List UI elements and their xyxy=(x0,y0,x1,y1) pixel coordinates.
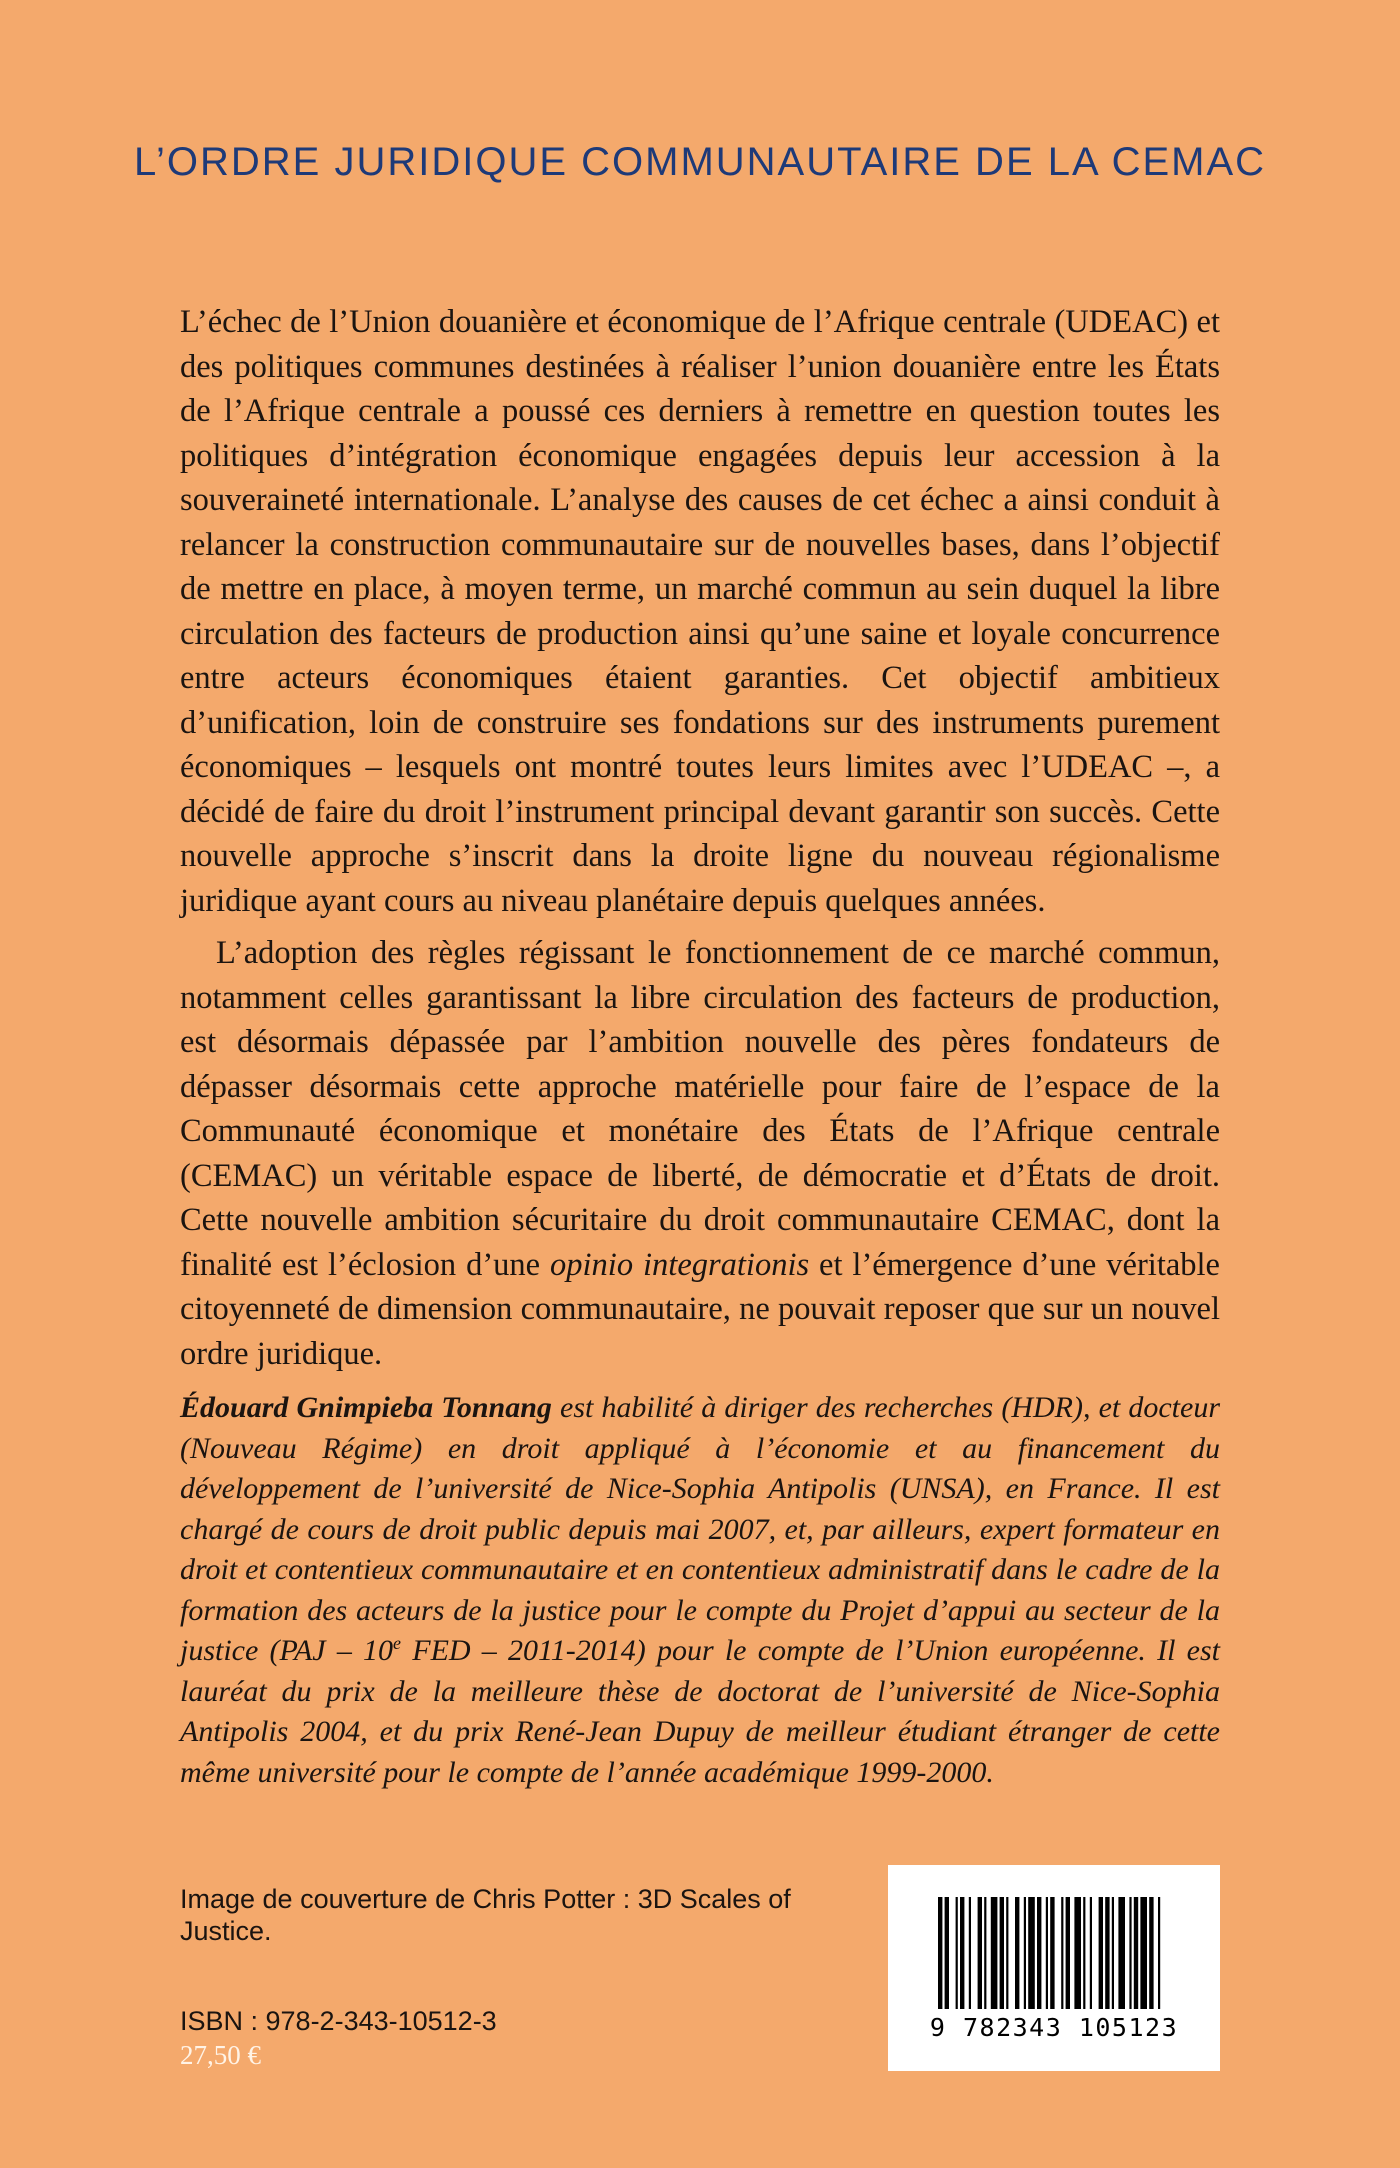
barcode-bar xyxy=(1046,1897,1048,2009)
summary-text xyxy=(180,300,1220,1376)
barcode-bar xyxy=(1028,1897,1035,2009)
barcode-bar xyxy=(945,1897,949,2009)
barcode-bar xyxy=(1118,1897,1125,2009)
barcode-bar xyxy=(960,1897,964,2009)
barcode-bar xyxy=(1000,1897,1004,2009)
barcode-bar xyxy=(1149,1897,1153,2009)
barcode-bar xyxy=(1129,1897,1131,2009)
barcode-bar xyxy=(956,1897,958,2009)
barcode-bar xyxy=(1066,1897,1070,2009)
barcode-bar xyxy=(1061,1897,1063,2009)
summary-paragraph-2 xyxy=(180,931,1220,1376)
bio-text-part-2: FED – 2011-2014) pour le compte de l’Union européenne. Il est lauréat du prix de la meilleure thèse de doctorat de l’université de Nice-Sophia Antipolis 2004, et du prix René-Jean Dupuy de meilleur étudiant étranger de cette même université pour le compte de l’année académique 1999-2000. xyxy=(180,1634,1221,1789)
isbn: ISBN : 978-2-343-10512-3 xyxy=(180,2006,497,2036)
barcode-bar xyxy=(1015,1897,1019,2009)
price: 27,50 € xyxy=(180,2040,261,2070)
barcode-bar xyxy=(1024,1897,1026,2009)
barcode-bar xyxy=(1140,1897,1147,2009)
barcode-bar xyxy=(991,1897,998,2009)
bio-superscript: e xyxy=(393,1633,402,1653)
barcode-bar xyxy=(1099,1897,1103,2009)
barcode-digits: 9 782343 105123 xyxy=(929,2013,1179,2042)
barcode-bar xyxy=(978,1897,982,2009)
summary-paragraph-1: L’échec de l’Union douanière et économique de l’Afrique centrale (UDEAC) et des politiques communes destinées à réaliser l’union douanière entre les États de l’Afrique centrale a poussé ces derniers à remettre en question toutes les politiques d’intégration économique engagées depuis leur accession à la souveraineté internationale. L’analyse des causes de cet échec a ainsi conduit à relancer la construction communautaire sur de nouvelles bases, dans l’objectif de mettre en place, à moyen terme, un marché commun au sein duquel la libre circulation des facteurs de production ainsi qu’une saine et loyale concurrence entre acteurs économiques étaient garanties. Cet objectif ambitieux d’unification, loin de construire ses fondations sur des instruments purement économiques – lesquels ont montré toutes leurs limites avec l’UDEAC –, a décidé de faire du droit l’instrument principal devant garantir son succès. Cette nouvelle approche s’inscrit dans la droite ligne du nouveau régionalisme juridique ayant cours au niveau planétaire depuis quelques années. xyxy=(180,304,1220,919)
image-credit: Image de couverture de Chris Potter : 3D Scales of Justice. xyxy=(180,1884,791,1946)
barcode xyxy=(888,1865,1220,2071)
bio-text-part-1: est habilité à diriger des recherches (HDR), et docteur (Nouveau Régime) en droit appliqué à l’économie et au financement du développement de l’université de Nice-Sophia Antipolis (UNSA), en France. Il est chargé de cours de droit public depuis mai 2007, et, par ailleurs, expert formateur en droit et contentieux communautaire et en contentieux administratif dans le cadre de la formation des acteurs de la justice pour le compte du Projet d’appui au secteur de la justice (PAJ – 10 xyxy=(180,1391,1220,1667)
barcode-bar xyxy=(1006,1897,1008,2009)
barcode-bar xyxy=(1112,1897,1114,2009)
book-title: L’ORDRE JURIDIQUE COMMUNAUTAIRE DE LA CEMAC xyxy=(133,140,1267,184)
author-biography xyxy=(180,1388,1220,1793)
barcode-bar xyxy=(1037,1897,1041,2009)
barcode-bar xyxy=(1158,1897,1160,2009)
latin-term: opinio integrationis xyxy=(550,1246,810,1283)
author-name: Édouard Gnimpieba Tonnang xyxy=(180,1391,552,1424)
summary-paragraph-2-start: L’adoption des règles régissant le fonctionnement de ce marché commun, notamment celles garantissant la libre circulation des facteurs de production, est désormais dépassée par l’ambition nouvelle des pères fondateurs de dépasser désormais cette approche matérielle pour faire de l’espace de la Communauté économique et monétaire des États de l’Afrique centrale (CEMAC) un véritable espace de liberté, de démocratie et d’États de droit. Cette nouvelle ambition sécuritaire du droit communautaire CEMAC, dont la finalité est l’éclosion d’une xyxy=(180,935,1220,1283)
barcode-bar xyxy=(938,1897,942,2009)
barcode-bar xyxy=(1050,1897,1054,2009)
summary-paragraph-2-end: et l’émergence d’une véritable citoyenneté de dimension communautaire, ne pouvait reposer que sur un nouvel ordre juridique. xyxy=(180,1246,1220,1372)
barcode-bar xyxy=(1074,1897,1081,2009)
barcode-bar xyxy=(984,1897,986,2009)
barcode-bar xyxy=(1090,1897,1092,2009)
barcode-bar xyxy=(969,1897,971,2009)
barcode-bar xyxy=(1083,1897,1085,2009)
barcode-bar xyxy=(1134,1897,1138,2009)
barcode-bar xyxy=(1105,1897,1109,2009)
